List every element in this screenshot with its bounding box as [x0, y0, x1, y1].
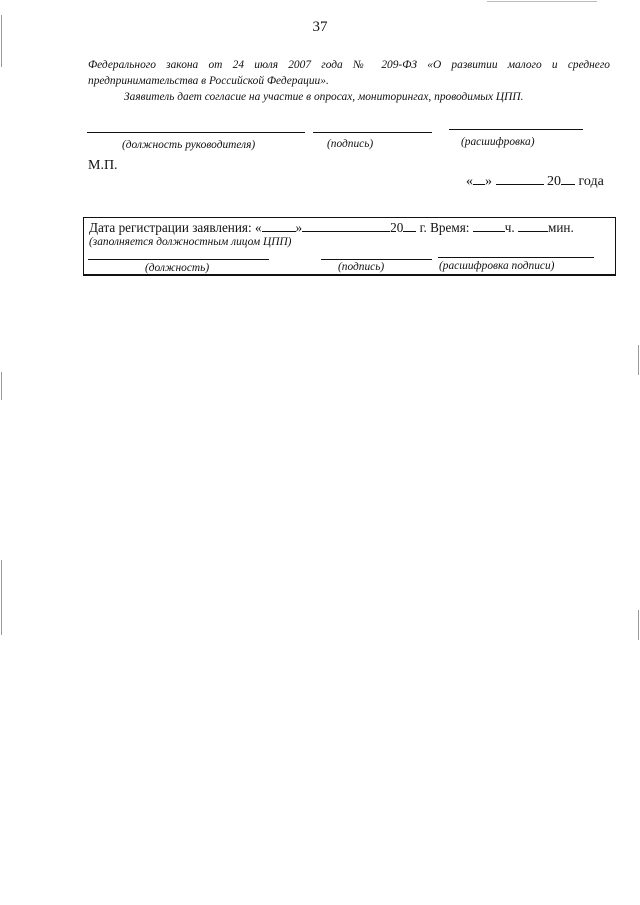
registration-close-quote: »: [295, 220, 303, 235]
scan-edge-mark: [1, 560, 2, 635]
registration-hours-field[interactable]: [473, 219, 505, 232]
position-label: (должность руководителя): [122, 139, 256, 151]
official-decode-label: (расшифровка подписи): [439, 260, 555, 272]
signature-line[interactable]: [313, 132, 432, 133]
minutes-unit: мин.: [548, 220, 574, 235]
scan-edge-mark: [638, 610, 639, 640]
registration-date-line: [89, 219, 574, 236]
hours-unit: ч.: [504, 220, 515, 235]
position-signature-line[interactable]: [87, 132, 305, 133]
registration-time-label: г. Время:: [419, 220, 470, 235]
date-line: [466, 172, 604, 190]
year-field[interactable]: [561, 172, 575, 185]
official-signature-label: (подпись): [338, 261, 385, 273]
date-open-quote: «: [466, 174, 473, 189]
decode-label: (расшифровка): [461, 136, 535, 148]
registration-day-field[interactable]: [262, 219, 296, 232]
scan-top-mark: [487, 1, 597, 2]
signature-decode-line[interactable]: [449, 129, 583, 130]
registration-month-field[interactable]: [302, 219, 390, 232]
registration-year-prefix: 20: [390, 220, 404, 235]
official-position-label: (должность): [145, 262, 210, 274]
consent-statement: Заявитель дает согласие на участие в опросах, мониторингах, проводимых ЦПП.: [124, 91, 524, 103]
registration-year-field[interactable]: [403, 219, 416, 232]
scan-edge-mark: [1, 15, 2, 67]
year-word: года: [578, 174, 604, 189]
official-decode-line[interactable]: [438, 257, 594, 258]
signature-label: (подпись): [327, 138, 374, 150]
date-close-quote: »: [485, 174, 492, 189]
statement-line-2: предпринимательства в Российской Федерации».: [88, 75, 329, 87]
month-field[interactable]: [496, 172, 544, 185]
registration-note: (заполняется должностным лицом ЦПП): [89, 236, 292, 248]
statement-line-1: Федерального закона от 24 июля 2007 года № 209-ФЗ «О развитии малого и среднего: [88, 59, 610, 71]
official-position-line[interactable]: [88, 259, 269, 260]
page-number: 37: [312, 19, 328, 35]
day-field[interactable]: [473, 172, 485, 185]
official-signature-line[interactable]: [321, 259, 432, 260]
registration-date-label: Дата регистрации заявления: «: [89, 220, 262, 235]
registration-minutes-field[interactable]: [518, 219, 548, 232]
scan-edge-mark: [1, 372, 2, 400]
year-prefix: 20: [547, 174, 561, 189]
stamp-placeholder: М.П.: [88, 158, 118, 173]
scan-edge-mark: [638, 345, 639, 375]
